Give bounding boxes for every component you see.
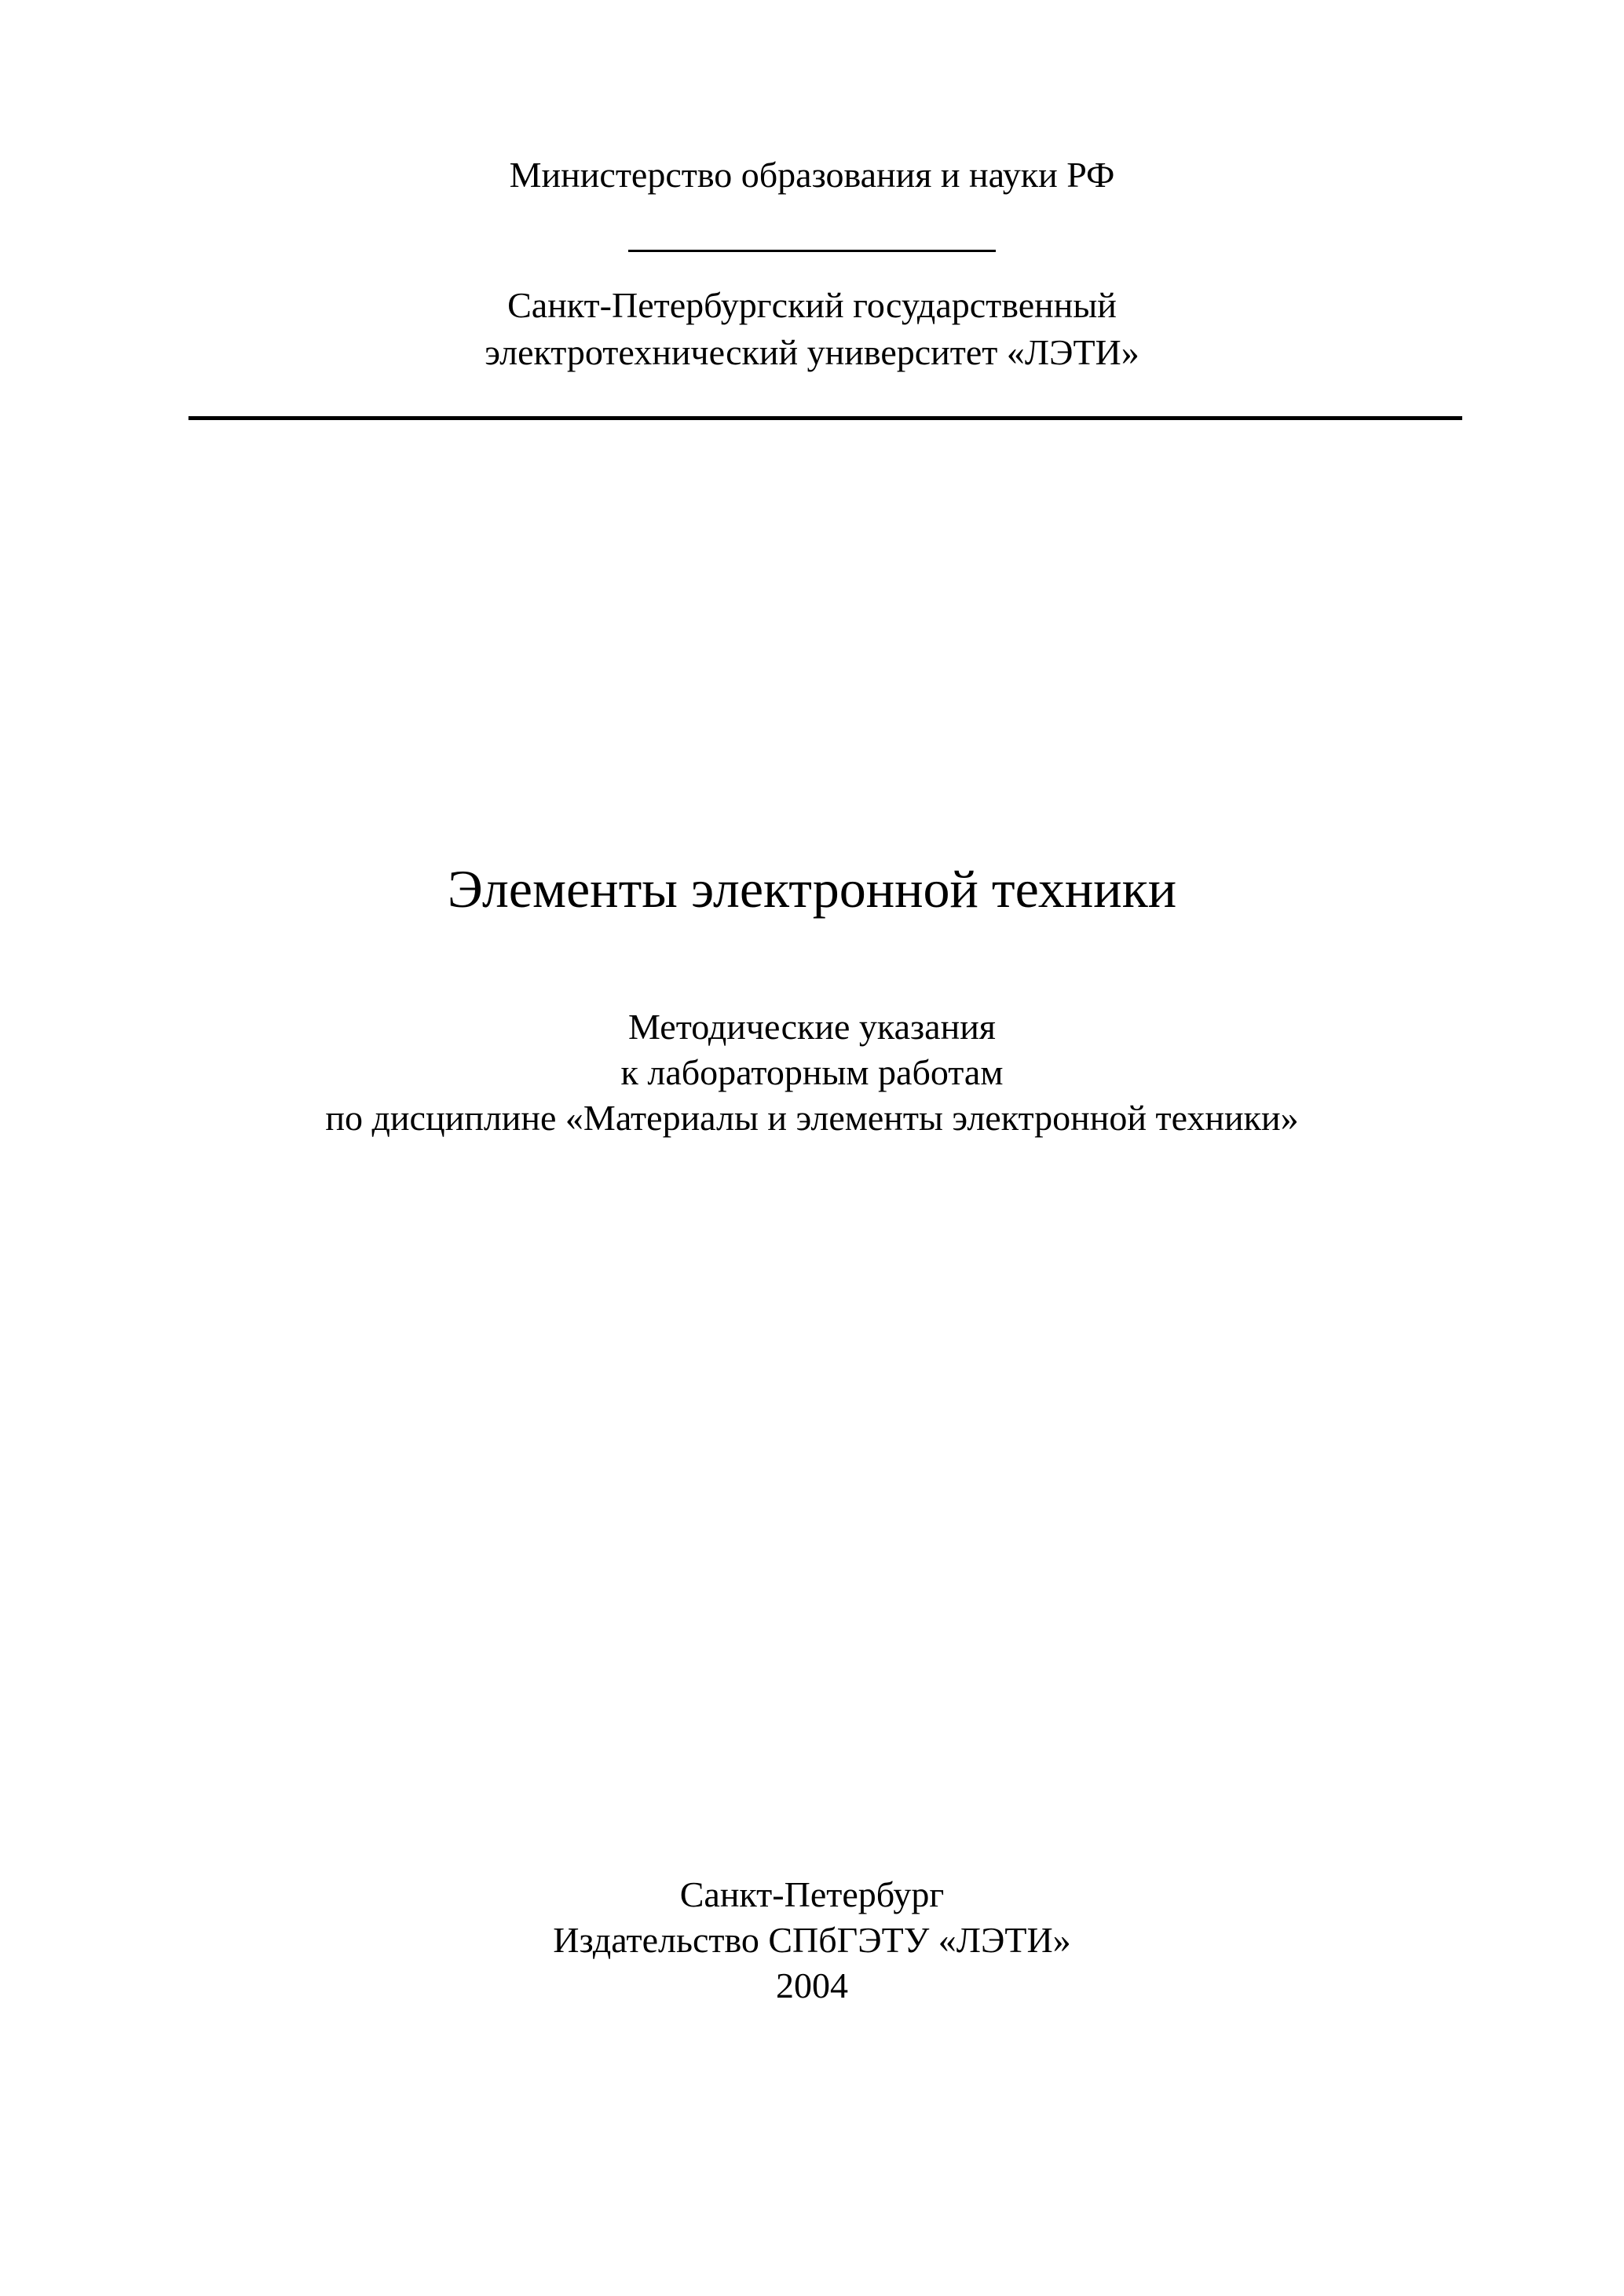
subtitle-line2: к лабораторным работам (620, 1052, 1004, 1092)
publication-year: 2004 (776, 1965, 848, 2005)
university-name-line1: Санкт-Петербургский государственный (507, 285, 1117, 325)
ministry-heading: Министерство образования и науки РФ (509, 155, 1115, 195)
university-name-line2: электротехнический университет «ЛЭТИ» (485, 332, 1139, 372)
publication-city: Санкт-Петербург (679, 1874, 945, 1914)
short-divider (628, 250, 996, 252)
subtitle-line1: Методические указания (628, 1007, 996, 1047)
subtitle-line3: по дисциплине «Материалы и элементы электронной техники» (325, 1098, 1299, 1138)
publisher-name: Издательство СПбГЭТУ «ЛЭТИ» (553, 1920, 1071, 1960)
document-title: Элементы электронной техники (447, 859, 1177, 919)
header-divider (188, 416, 1462, 420)
